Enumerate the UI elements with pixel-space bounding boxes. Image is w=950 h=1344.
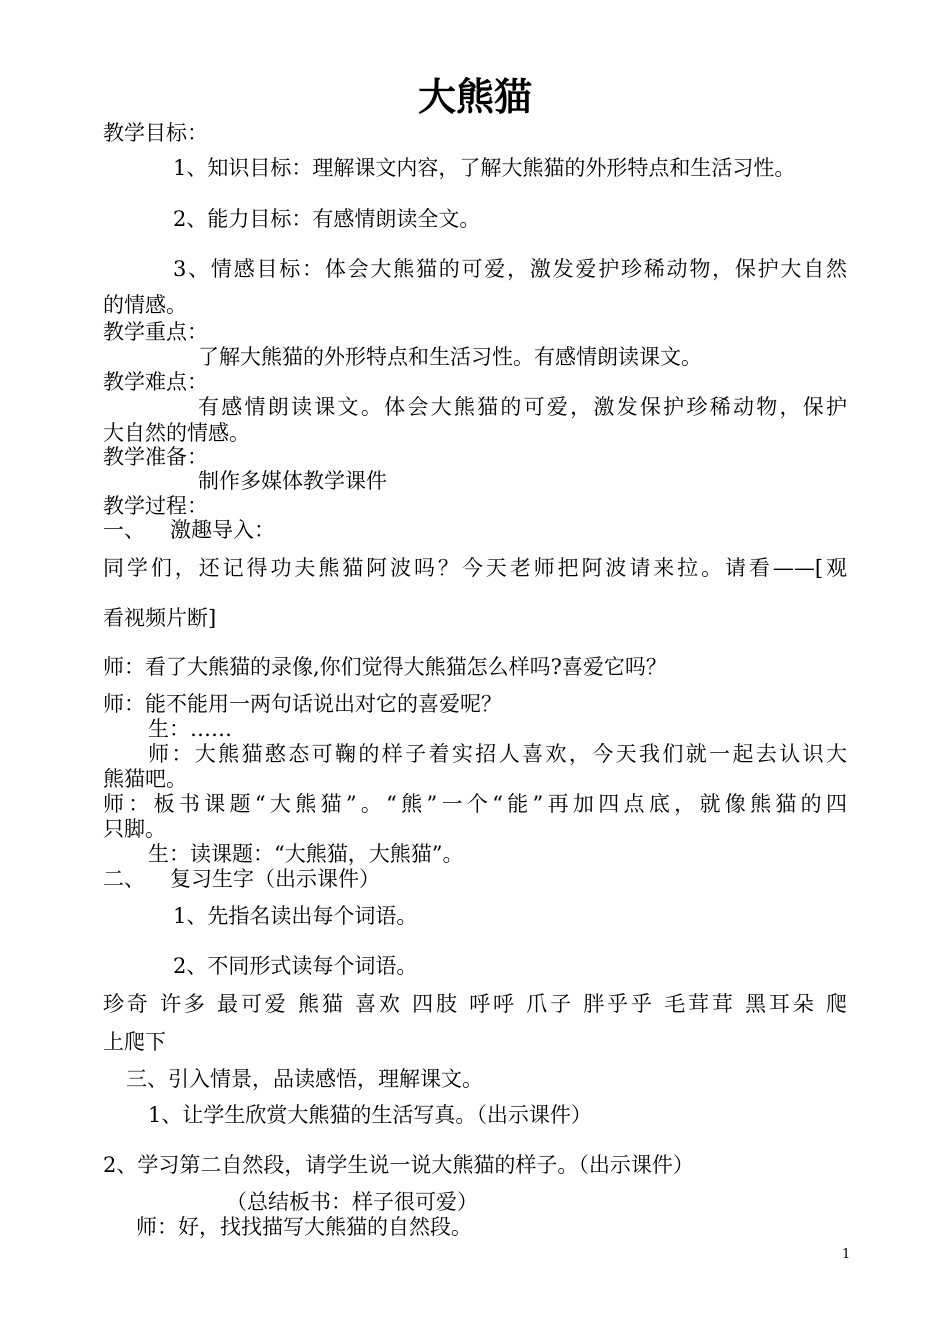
difficult-points-line2: 大自然的情感。 — [103, 421, 250, 445]
goal-ability: 2、能力目标：有感情朗读全文。 — [173, 207, 481, 231]
process-heading: 教学过程： — [103, 494, 208, 518]
goal-knowledge: 1、知识目标：理解课文内容，了解大熊猫的外形特点和生活习性。 — [173, 156, 796, 180]
teacher-remark-line1: 师：大熊猫憨态可鞠的样子着实招人喜欢，今天我们就一起去认识大 — [148, 742, 847, 766]
teacher-board-line2: 只脚。 — [103, 817, 166, 841]
preparation-heading: 教学准备： — [103, 445, 208, 469]
preparation-text: 制作多媒体教学课件 — [198, 469, 387, 493]
step2-title: 复习生字（出示课件） — [170, 867, 380, 891]
key-points-text: 了解大熊猫的外形特点和生活习性。有感情朗读课文。 — [198, 345, 702, 369]
paragraph-intro-line2: 看视频片断] — [103, 606, 217, 630]
step2-item-2: 2、不同形式读每个词语。 — [173, 954, 418, 978]
difficult-points-line1: 有感情朗读课文。体会大熊猫的可爱，激发保护珍稀动物，保护 — [198, 395, 847, 419]
vocabulary-line2: 上爬下 — [103, 1030, 166, 1054]
step1-title: 激趣导入： — [170, 518, 275, 542]
step3-item-2: 2、学习第二自然段，请学生说一说大熊猫的样子。（出示课件） — [103, 1153, 694, 1177]
board-summary-note: （总结板书：样子很可爱） — [226, 1190, 478, 1214]
page-number: 1 — [842, 1247, 851, 1262]
key-points-heading: 教学重点： — [103, 320, 208, 344]
step3-item-1: 1、让学生欣赏大熊猫的生活写真。（出示课件） — [148, 1103, 592, 1127]
step3-title: 三、引入情景，品读感悟，理解课文。 — [126, 1067, 483, 1091]
goal-emotion-line1: 3、情感目标：体会大熊猫的可爱，激发爱护珍稀动物，保护大自然 — [173, 257, 847, 281]
teacher-board-line1: 师：板书课题“大熊猫”。“熊”一个“能”再加四点底，就像熊猫的四 — [103, 792, 847, 816]
teacher-question-2: 师：能不能用一两句话说出对它的喜爱呢？ — [103, 692, 502, 716]
difficult-points-heading: 教学难点： — [103, 370, 208, 394]
goal-emotion-line2: 的情感。 — [103, 293, 187, 317]
vocabulary-line1: 珍奇 许多 最可爱 熊猫 喜欢 四肢 呼呼 爪子 胖乎乎 毛茸茸 黑耳朵 爬 — [103, 992, 847, 1016]
page-title: 大熊猫 — [417, 75, 532, 119]
teacher-question-1: 师：看了大熊猫的录像,你们觉得大熊猫怎么样吗?喜爱它吗？ — [103, 655, 667, 679]
paragraph-intro-line1: 同学们，还记得功夫熊猫阿波吗？今天老师把阿波请来拉。请看——[观 — [103, 556, 847, 580]
step2-number: 二、 — [103, 867, 145, 891]
goals-heading: 教学目标： — [103, 121, 208, 145]
teacher-instruction: 师：好，找找描写大熊猫的自然段。 — [136, 1215, 472, 1239]
step2-item-1: 1、先指名读出每个词语。 — [173, 904, 418, 928]
student-read-title: 生：读课题：“大熊猫，大熊猫”。 — [148, 842, 464, 866]
teacher-remark-line2: 熊猫吧。 — [103, 767, 187, 791]
step1-number: 一、 — [103, 518, 145, 542]
student-answer: 生：…… — [148, 717, 232, 741]
